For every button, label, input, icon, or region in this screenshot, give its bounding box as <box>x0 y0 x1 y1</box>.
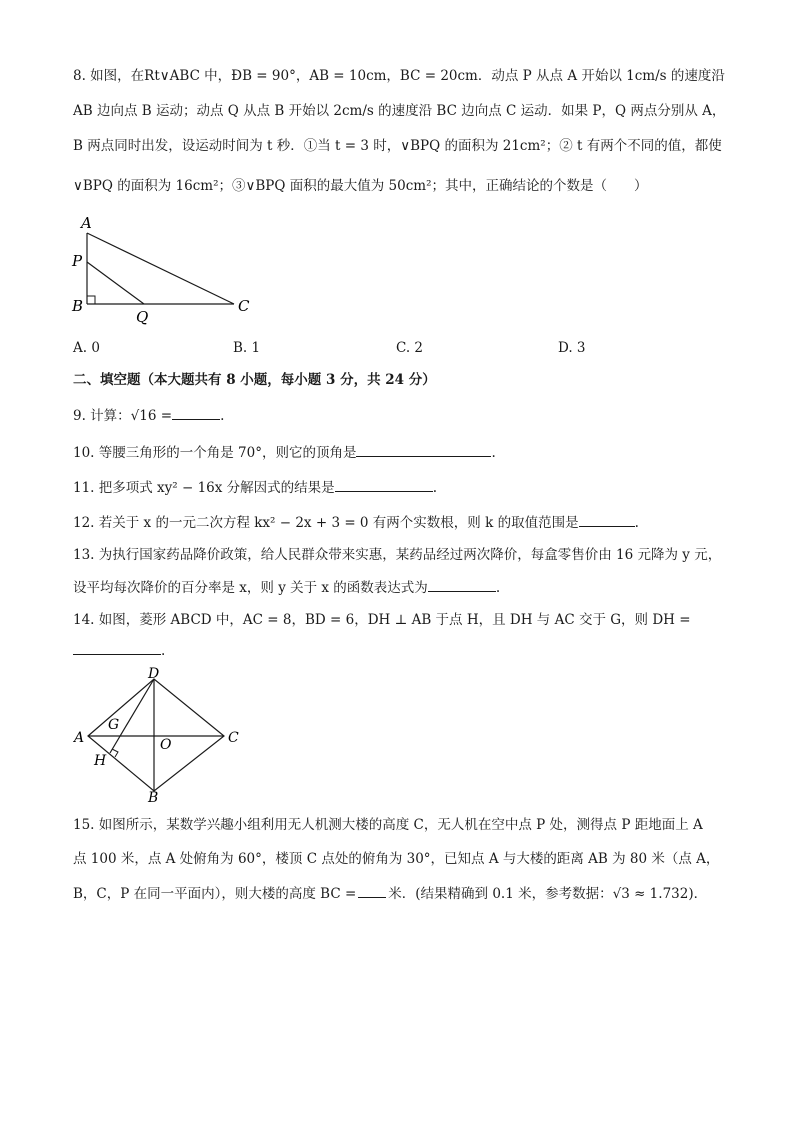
q14-line-1: 14. 如图，菱形 ABCD 中，AC = 8，BD = 6，DH ⊥ AB 于点 H，且 DH 与 AC 交于 G，则 DH = <box>73 612 691 628</box>
q13-text: 设平均每次降价的百分率是 x，则 y 关于 x 的函数表达式为 <box>73 580 428 596</box>
q14-label-a: A <box>74 730 85 746</box>
q14-label-o: O <box>160 737 172 753</box>
q12-answer-blank[interactable] <box>579 512 635 527</box>
q8-label-a: A <box>81 214 92 232</box>
q9-line <box>73 405 224 426</box>
q13-line-1: 13. 为执行国家药品降价政策，给人民群众带来实惠，某药品经过两次降价，每盒零售价由 16 元降为 y 元， <box>73 547 722 563</box>
q8-line-1: 8. 如图，在Rt∨ABC 中，ÐB = 90°，AB = 10cm，BC = 20cm．动点 P 从点 A 开始以 1cm/s 的速度沿 <box>73 68 725 84</box>
q8-label-p: P <box>72 252 83 270</box>
q8-line-4: ∨BPQ 的面积为 16cm²；③∨BPQ 面积的最大值为 50cm²；其中，正确结论的个数是（ ） <box>73 178 648 194</box>
q11-answer-blank[interactable] <box>335 477 433 492</box>
section-2-heading: 二、填空题（本大题共有 8 小题，每小题 3 分，共 24 分） <box>73 372 436 388</box>
q14-label-d: D <box>148 666 160 682</box>
q15-text: B，C，P 在同一平面内），则大楼的高度 BC = <box>73 886 357 902</box>
q15-line-1: 15. 如图所示，某数学兴趣小组利用无人机测大楼的高度 C，无人机在空中点 P 处，测得点 P 距地面上 A <box>73 817 703 833</box>
q8-label-c: C <box>238 297 250 315</box>
q11-line <box>73 477 437 498</box>
q8-option-a: A. 0 <box>73 340 100 356</box>
q15-answer-blank[interactable] <box>358 883 386 898</box>
q13-end: . <box>495 580 501 596</box>
q14-label-b: B <box>148 790 159 805</box>
q9-text: 9. 计算：√16 = <box>73 408 173 424</box>
q14-label-g: G <box>108 717 120 733</box>
q11-text: 11. 把多项式 xy² − 16x 分解因式的结果是 <box>73 480 335 496</box>
q14-label-h: H <box>94 753 107 769</box>
q8-line-3: B 两点同时出发，设运动时间为 t 秒．①当 t = 3 时，∨BPQ 的面积为 21cm²；② t 有两个不同的值，都使 <box>73 138 722 154</box>
q10-line <box>73 442 496 463</box>
q8-label-b: B <box>72 297 84 315</box>
q10-answer-blank[interactable] <box>356 442 491 457</box>
q10-end: . <box>491 445 496 461</box>
q14-end: . <box>161 643 166 659</box>
q13-line-2 <box>73 577 500 598</box>
q8-option-d: D. 3 <box>558 340 586 356</box>
q12-line <box>73 512 639 533</box>
q8-right-triangle-figure <box>66 210 266 330</box>
q15-line-2: 点 100 米，点 A 处俯角为 60°，楼顶 C 点处的俯角为 30°，已知点 A 与大楼的距离 AB 为 80 米（点 A， <box>73 851 720 867</box>
q8-line-2: AB 边向点 B 运动；动点 Q 从点 B 开始以 2cm/s 的速度沿 BC 边向点 C 运动．如果 P，Q 两点分别从 A， <box>73 103 726 119</box>
q13-answer-blank[interactable] <box>428 577 496 592</box>
q8-option-b: B. 1 <box>233 340 261 356</box>
q14-answer-blank[interactable] <box>73 640 161 655</box>
q11-end: . <box>432 480 437 496</box>
q14-rhombus-figure <box>66 665 256 805</box>
q9-end: . <box>220 408 225 424</box>
q14-line-2 <box>73 640 165 661</box>
q8-option-c: C. 2 <box>396 340 424 356</box>
q14-label-c: C <box>228 730 239 746</box>
q12-text: 12. 若关于 x 的一元二次方程 kx² − 2x + 3 = 0 有两个实数根，则 k 的取值范围是 <box>73 515 579 531</box>
q9-answer-blank[interactable] <box>172 405 220 420</box>
q10-text: 10. 等腰三角形的一个角是 70°，则它的顶角是 <box>73 445 357 461</box>
q15-end: 米．(结果精确到 0.1 米，参考数据：√3 ≈ 1.732)． <box>388 886 708 902</box>
q12-end: . <box>634 515 639 531</box>
q15-line-3 <box>73 883 707 904</box>
q8-label-q: Q <box>136 308 149 326</box>
